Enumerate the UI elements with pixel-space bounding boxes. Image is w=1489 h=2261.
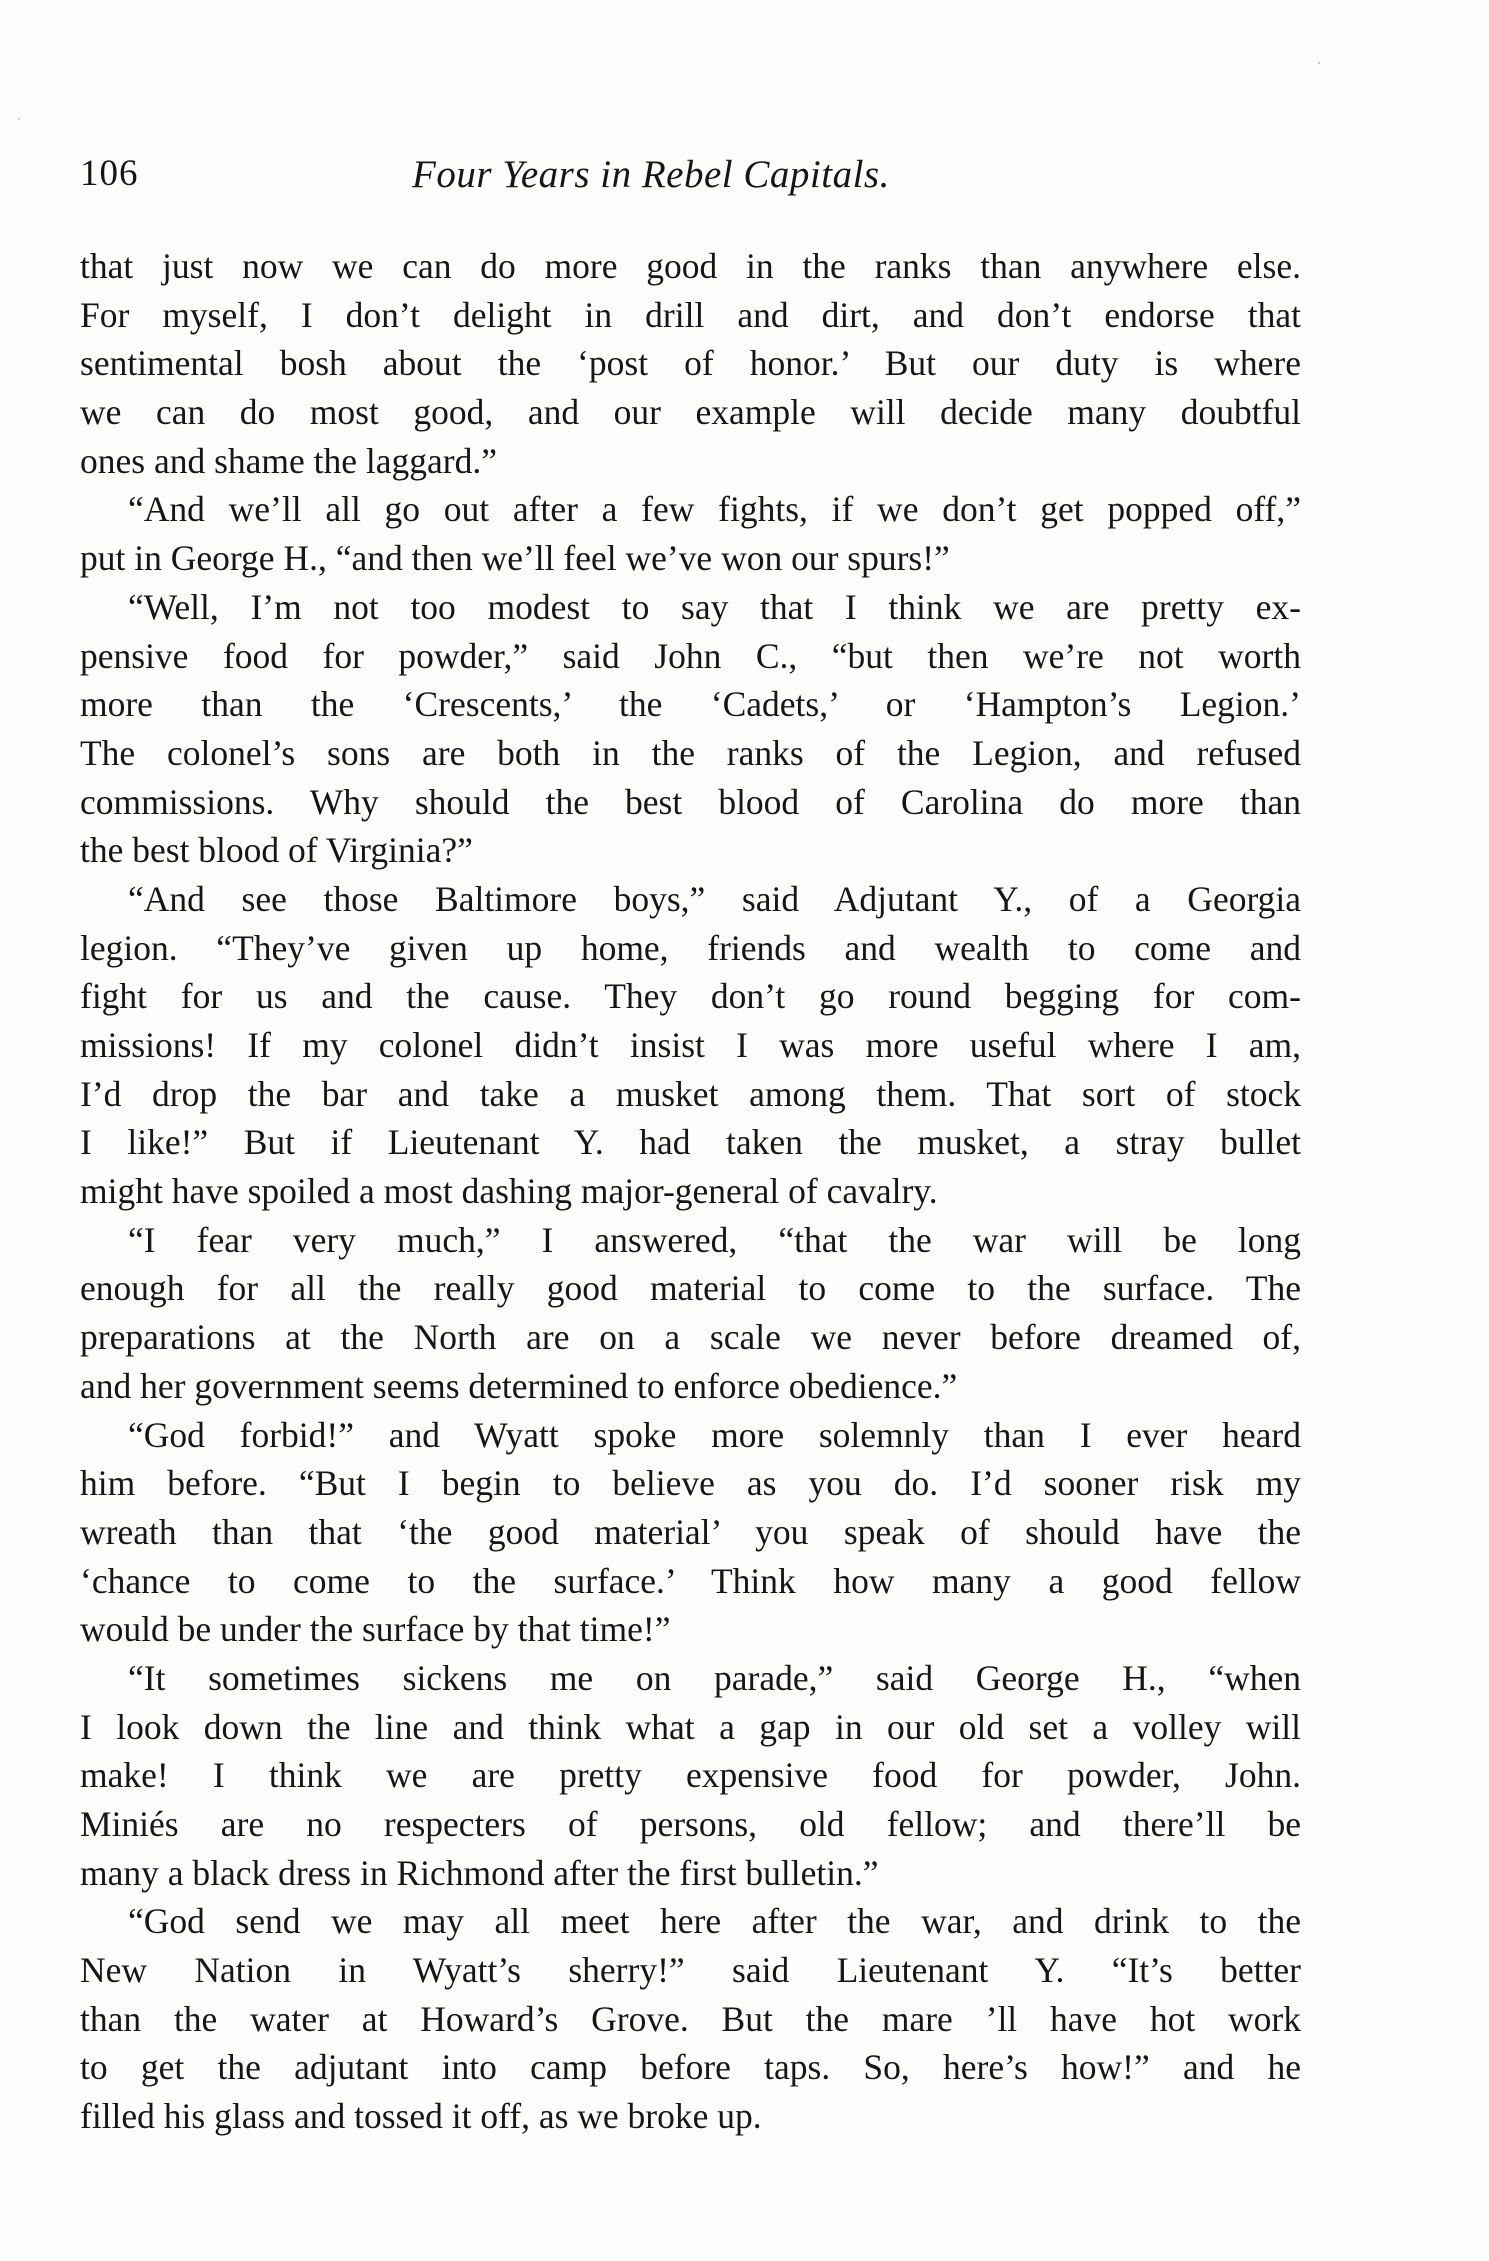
text-line: The colonel’s sons are both in the ranks of the Legion, and refused bbox=[80, 732, 1301, 773]
text-line: ones and shame the laggard.” bbox=[80, 440, 497, 481]
text-line: wreath than that ‘the good material’ you speak of should have the bbox=[80, 1511, 1301, 1552]
page-number: 106 bbox=[80, 153, 139, 194]
text-line: “And we’ll all go out after a few fights, if we don’t get popped off,” bbox=[128, 489, 1301, 530]
text-line: “And see those Baltimore boys,” said Adjutant Y., of a Georgia bbox=[128, 878, 1301, 919]
text-line: commissions. Why should the best blood of Carolina do more than bbox=[80, 781, 1301, 822]
text-line: fight for us and the cause. They don’t go round begging for com- bbox=[80, 976, 1301, 1017]
text-line: For myself, I don’t delight in drill and dirt, and don’t endorse that bbox=[80, 294, 1301, 335]
text-line: we can do most good, and our example will decide many doubtful bbox=[80, 392, 1301, 433]
text-line: “I fear very much,” I answered, “that the war will be long bbox=[128, 1219, 1301, 1260]
text-line: enough for all the really good material to come to the surface. The bbox=[80, 1268, 1301, 1309]
text-line: I like!” But if Lieutenant Y. had taken the musket, a stray bullet bbox=[80, 1122, 1301, 1163]
text-line: him before. “But I begin to believe as you do. I’d sooner risk my bbox=[80, 1463, 1301, 1504]
paper-speck bbox=[1318, 62, 1320, 64]
text-line: more than the ‘Crescents,’ the ‘Cadets,’ or ‘Hampton’s Legion.’ bbox=[80, 684, 1301, 725]
text-line: “Well, I’m not too modest to say that I think we are pretty ex- bbox=[128, 586, 1301, 627]
text-line: the best blood of Virginia?” bbox=[80, 830, 473, 871]
text-line: put in George H., “and then we’ll feel we’ve won our spurs!” bbox=[80, 538, 950, 579]
text-line: than the water at Howard’s Grove. But the mare ’ll have hot work bbox=[80, 1998, 1301, 2039]
text-line: and her government seems determined to enforce obedience.” bbox=[80, 1365, 958, 1406]
body-text bbox=[80, 242, 1301, 2141]
text-line: “God send we may all meet here after the war, and drink to the bbox=[128, 1901, 1301, 1942]
page-header bbox=[80, 152, 1310, 212]
text-line: make! I think we are pretty expensive food for powder, John. bbox=[80, 1755, 1301, 1796]
text-line: preparations at the North are on a scale we never before dreamed of, bbox=[80, 1317, 1301, 1358]
text-line: Miniés are no respecters of persons, old fellow; and there’ll be bbox=[80, 1804, 1301, 1844]
text-line: that just now we can do more good in the ranks than anywhere else. bbox=[80, 246, 1301, 286]
text-line: filled his glass and tossed it off, as we broke up. bbox=[80, 2096, 762, 2137]
running-title: Four Years in Rebel Capitals. bbox=[412, 153, 890, 196]
text-line: “God forbid!” and Wyatt spoke more solemnly than I ever heard bbox=[128, 1414, 1301, 1455]
paper-speck bbox=[18, 118, 20, 120]
text-line: would be under the surface by that time!” bbox=[80, 1609, 671, 1650]
text-line: “It sometimes sickens me on parade,” said George H., “when bbox=[128, 1657, 1301, 1698]
text-line: missions! If my colonel didn’t insist I was more useful where I am, bbox=[80, 1025, 1301, 1065]
text-line: many a black dress in Richmond after the first bulletin.” bbox=[80, 1852, 879, 1893]
text-line: pensive food for powder,” said John C., “but then we’re not worth bbox=[80, 635, 1301, 676]
text-line: ‘chance to come to the surface.’ Think how many a good fellow bbox=[80, 1560, 1301, 1601]
text-line: to get the adjutant into camp before taps. So, here’s how!” and he bbox=[80, 2047, 1301, 2088]
text-line: New Nation in Wyatt’s sherry!” said Lieutenant Y. “It’s better bbox=[80, 1950, 1301, 1991]
text-line: I’d drop the bar and take a musket among them. That sort of stock bbox=[80, 1073, 1301, 1114]
text-line: sentimental bosh about the ‘post of honor.’ But our duty is where bbox=[80, 343, 1301, 384]
text-line: I look down the line and think what a gap in our old set a volley will bbox=[80, 1706, 1301, 1747]
text-line: might have spoiled a most dashing major-general of cavalry. bbox=[80, 1171, 938, 1212]
text-line: legion. “They’ve given up home, friends and wealth to come and bbox=[80, 927, 1301, 968]
